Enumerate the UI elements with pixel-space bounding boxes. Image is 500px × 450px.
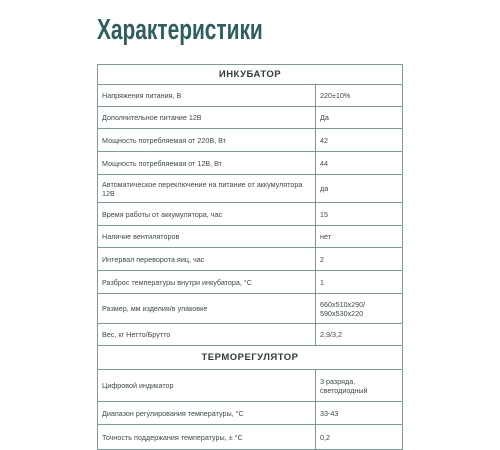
section-heading-incubator: ИНКУБАТОР [98,65,403,85]
section-header [98,346,403,370]
spec-value: 660х510х290/ 590х530х220 [316,294,403,324]
spec-label: Время работы от аккумулятора, час [98,203,316,226]
table-row [98,248,403,271]
spec-value: 15 [316,203,403,226]
table-row [98,324,403,346]
spec-label: Дополнительное питание 12В [98,107,316,129]
table-row [98,425,403,450]
spec-label: Интервал переворота яиц, час [98,248,316,271]
table-row [98,271,403,294]
spec-label: Диапазон регулирования температуры, °С [98,402,316,425]
spec-label: Вес, кг Нетто/Брутто [98,324,316,346]
spec-value: 44 [316,152,403,175]
table-row [98,294,403,324]
spec-value: 2 [316,248,403,271]
section-heading-thermostat: ТЕРМОРЕГУЛЯТОР [98,346,403,370]
spec-value: 3 разряда, светодиодный [316,370,403,402]
table-row [98,203,403,226]
spec-label: Разброс температуры внутри инкубатора, °С [98,271,316,294]
spec-value: 1 [316,271,403,294]
table-row [98,175,403,203]
table-row [98,107,403,129]
page-title: Характеристики [97,14,263,46]
table-row [98,85,403,107]
table-row [98,129,403,152]
spec-label: Цифровой индикатор [98,370,316,402]
section-header [98,65,403,85]
spec-value: 220±10% [316,85,403,107]
table-row [98,402,403,425]
spec-value: 0,2 [316,425,403,450]
spec-label: Автоматическое переключение на питание от аккумулятора 12В [98,175,316,203]
specs-table [97,64,403,450]
spec-label: Размер, мм изделия/в упаковке [98,294,316,324]
spec-label: Мощность потребляемая от 220В, Вт [98,129,316,152]
table-row [98,370,403,402]
spec-label: Напряжения питания, В [98,85,316,107]
spec-value: да [316,175,403,203]
spec-label: Мощность потребляемая от 12В, Вт [98,152,316,175]
spec-value: 2,9/3,2 [316,324,403,346]
spec-label: Точность поддержания температуры, ± °С [98,425,316,450]
spec-value: 33-43 [316,402,403,425]
spec-value: нет [316,226,403,248]
table-row [98,226,403,248]
spec-label: Наличие вентиляторов [98,226,316,248]
spec-value: 42 [316,129,403,152]
table-row [98,152,403,175]
spec-value: Да [316,107,403,129]
